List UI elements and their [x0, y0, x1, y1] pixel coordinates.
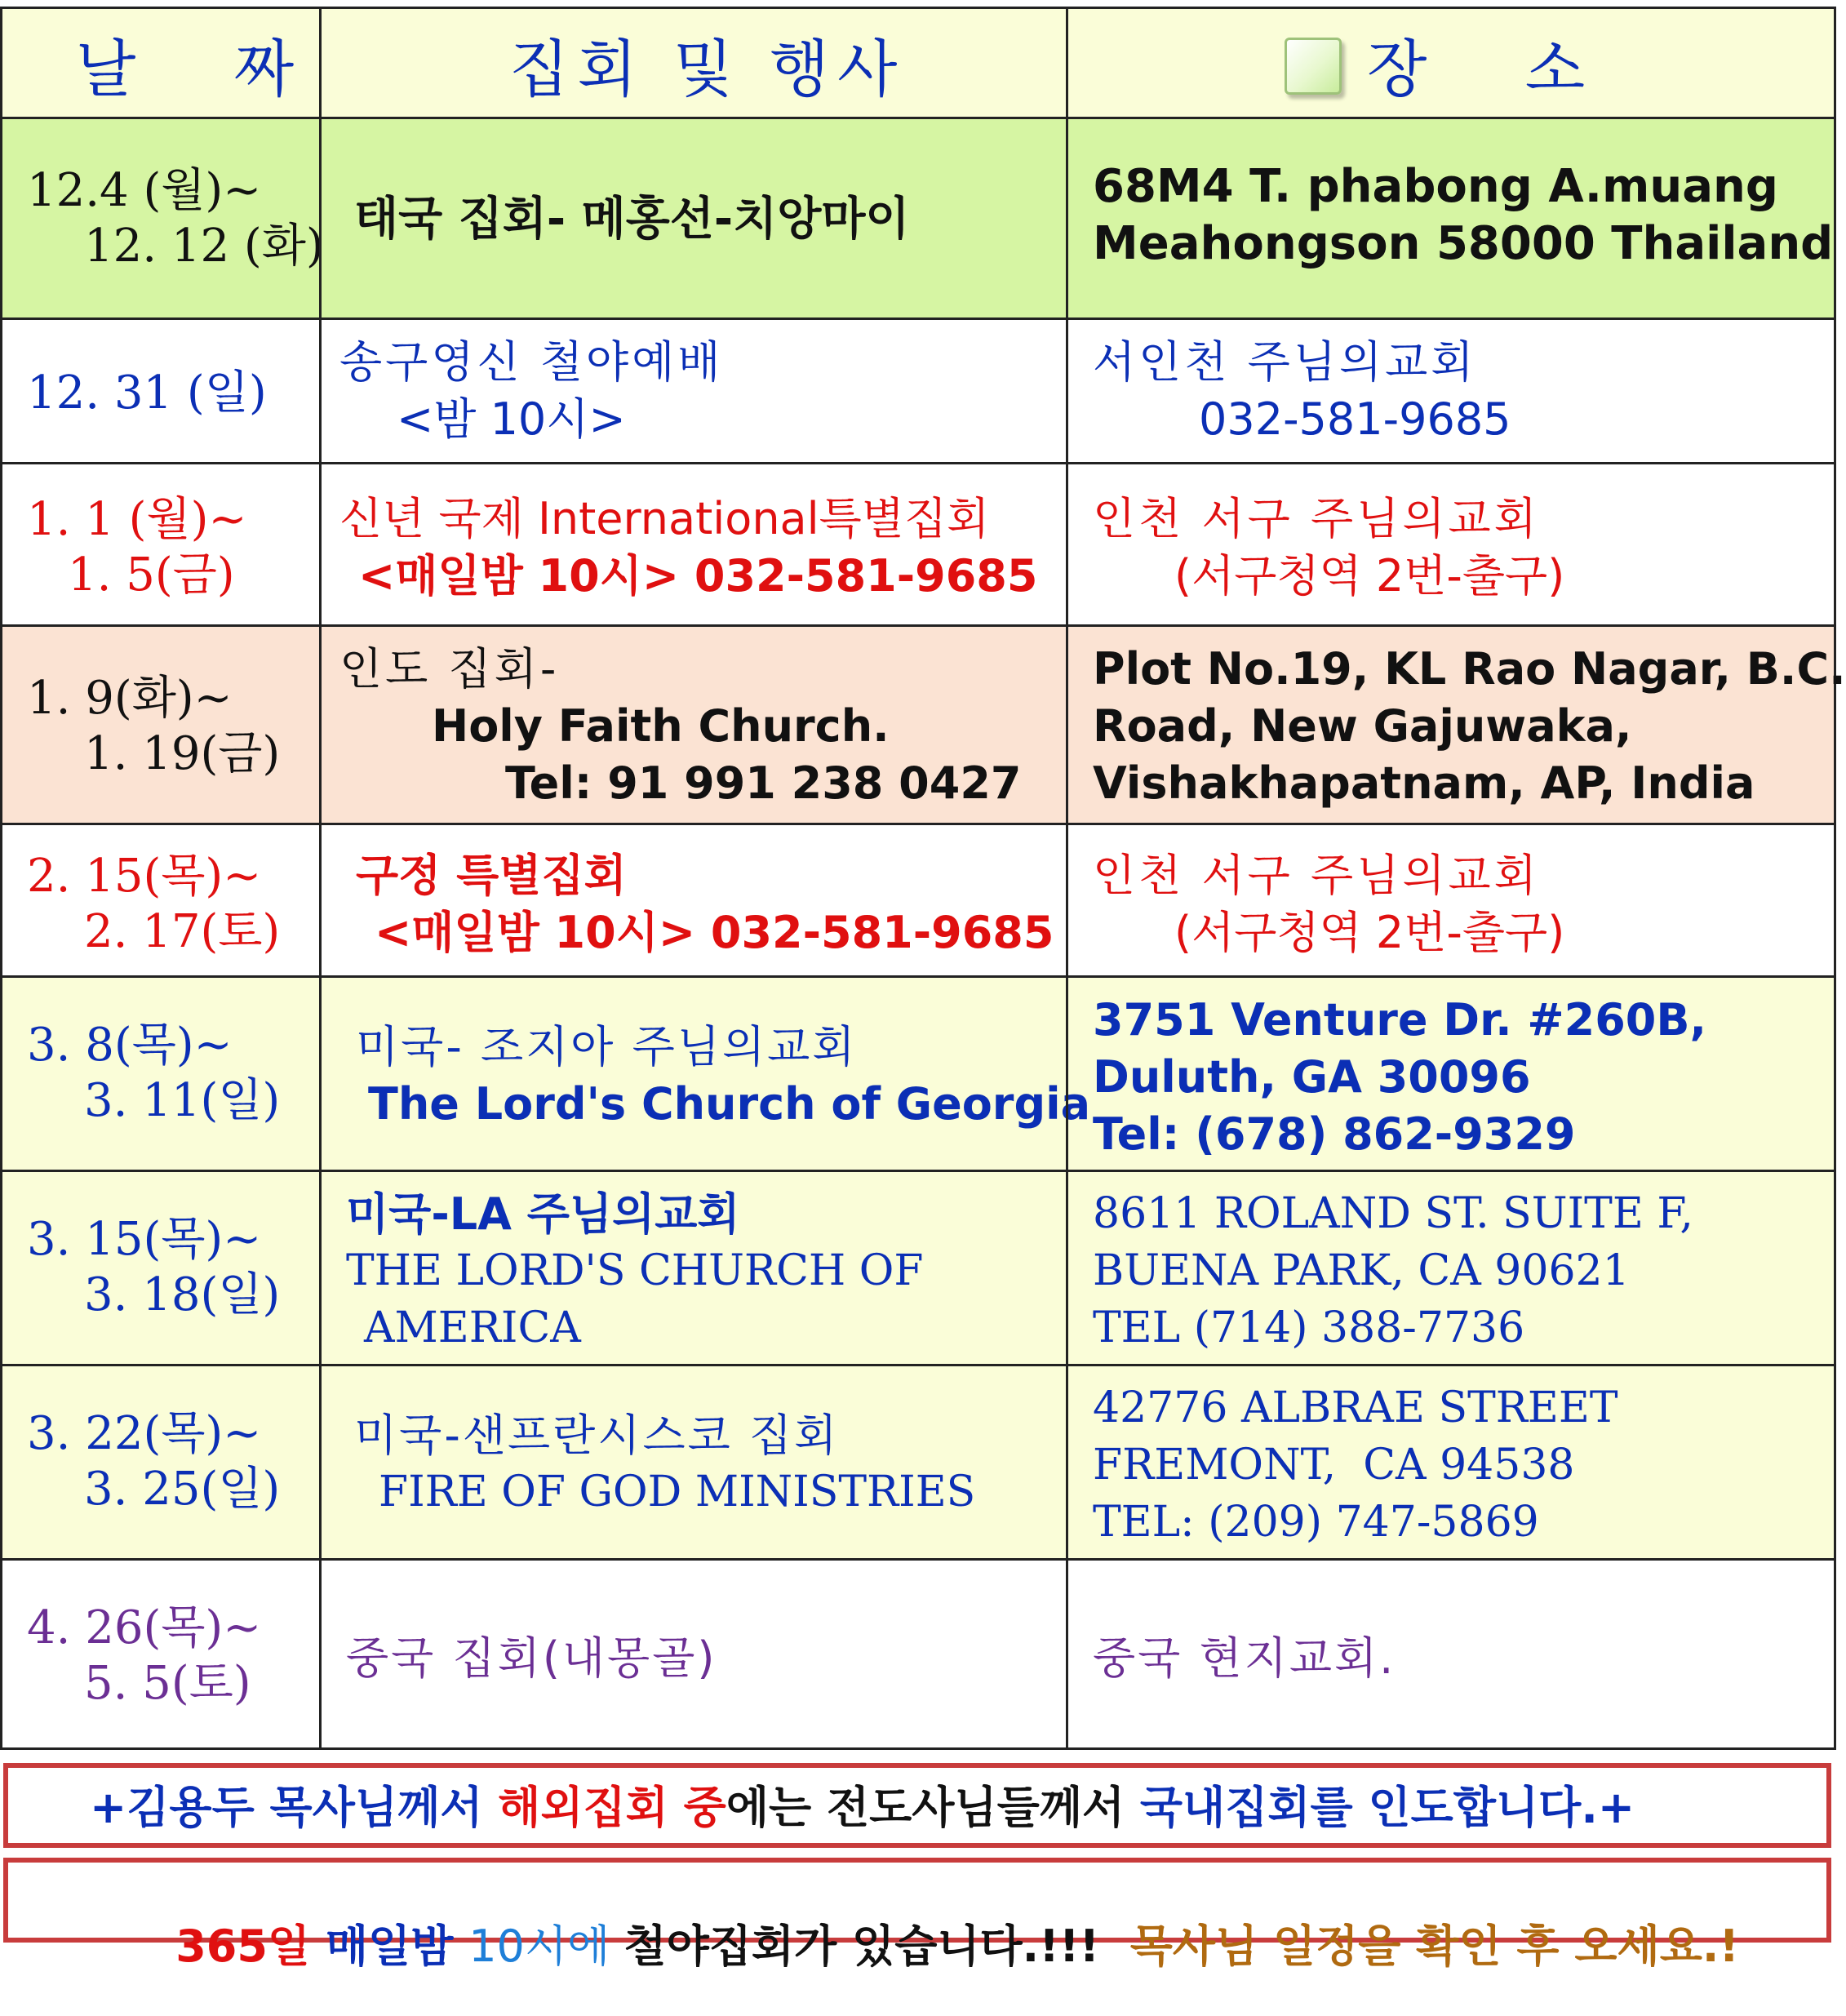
place-line: Meahongson 58000 Thailand [1093, 217, 1834, 270]
event-cell [319, 317, 1068, 464]
header-place-cell [1066, 7, 1836, 119]
date-cell [0, 462, 322, 627]
header-event: 집회 및 행사 [509, 33, 906, 105]
notice-text: 국내집회를 인도합니다.+ [1139, 1782, 1635, 1833]
event-line: 중국 집회(내몽골) [346, 1632, 717, 1684]
place-cell [1066, 1364, 1836, 1561]
date-line: 12. 31 (일) [27, 366, 267, 420]
header-event-cell [319, 7, 1068, 119]
place-line: FREMONT, CA 94538 [1093, 1441, 1575, 1490]
event-line: <밤 10시> [397, 393, 626, 445]
date-line: 12. 12 (화) [84, 220, 324, 273]
event-line: 송구영신 철야예배 [339, 336, 724, 388]
event-line: The Lord's Church of Georgia [368, 1078, 1091, 1130]
event-line: 미국- 조지아 주님의교회 [356, 1021, 858, 1072]
place-line: BUENA PARK, CA 90621 [1093, 1246, 1630, 1295]
event-line: 미국-LA 주님의교회 [346, 1188, 740, 1240]
date-line: 1. 9(화)~ [27, 672, 233, 725]
date-line: 2. 17(토) [84, 905, 281, 958]
place-line: (서구청역 2번-출구) [1174, 907, 1565, 958]
place-line: 중국 현지교회. [1093, 1632, 1396, 1684]
notice-line [114, 1881, 1739, 2013]
notice-text: +김용두 목사님께서 [90, 1782, 499, 1833]
table-row [0, 1170, 1836, 1366]
event-line: <매일밤 10시> 032-581-9685 [358, 550, 1038, 602]
date-cell [0, 317, 322, 464]
header-row [0, 7, 1836, 119]
event-line: 구정 특별집회 [356, 850, 627, 901]
place-line: 032-581-9685 [1199, 393, 1511, 445]
date-line: 3. 11(일) [84, 1074, 281, 1127]
date-line: 2. 15(목)~ [27, 850, 262, 903]
date-cell [0, 1170, 322, 1366]
event-cell [319, 624, 1068, 825]
place-cell [1066, 975, 1836, 1172]
header-place: 장 소 [1367, 33, 1605, 105]
place-cell [1066, 462, 1836, 627]
notice-highlight: 365일 [175, 1921, 326, 1972]
event-line: Holy Faith Church. [432, 700, 890, 752]
notice-line [90, 1782, 1635, 1833]
place-cell [1066, 317, 1836, 464]
date-line: 1. 1 (월)~ [27, 493, 247, 546]
notice-highlight: 중 [683, 1782, 726, 1833]
notice-highlight: 10시에 [468, 1921, 624, 1972]
event-cell [319, 117, 1068, 320]
date-cell [0, 823, 322, 978]
table-row [0, 462, 1836, 627]
place-line: 3751 Venture Dr. #260B, [1093, 994, 1707, 1046]
event-line: AMERICA [364, 1303, 581, 1352]
event-line: THE LORD'S CHURCH OF [346, 1246, 924, 1295]
event-cell [319, 1170, 1068, 1366]
place-cell [1066, 117, 1836, 320]
table-row [0, 317, 1836, 464]
place-line: Vishakhapatnam, AP, India [1093, 757, 1755, 809]
event-cell [319, 462, 1068, 627]
table-row [0, 1364, 1836, 1561]
date-cell [0, 1558, 322, 1750]
place-line: 8611 ROLAND ST. SUITE F, [1093, 1189, 1693, 1238]
event-line: 인도 집회- [339, 643, 560, 695]
event-cell [319, 1364, 1068, 1561]
place-line: 인천 서구 주님의교회 [1093, 850, 1540, 901]
date-line: 1. 19(금) [84, 727, 281, 780]
place-line: 서인천 주님의교회 [1093, 336, 1477, 388]
event-line: FIRE OF GOD MINISTRIES [379, 1468, 976, 1516]
event-cell [319, 975, 1091, 1172]
table-row [0, 975, 1836, 1172]
table-row [0, 117, 1836, 320]
notice-text: 매일밤 [325, 1921, 469, 1972]
table-row [0, 1558, 1836, 1750]
table-row [0, 624, 1846, 825]
notice-overseas [3, 1763, 1831, 1848]
event-line: Tel: 91 991 238 0427 [505, 757, 1022, 809]
place-line: 인천 서구 주님의교회 [1093, 493, 1540, 544]
place-cell [1066, 1558, 1836, 1750]
place-cell [1066, 624, 1846, 825]
date-line: 3. 8(목)~ [27, 1019, 233, 1072]
place-cell [1066, 1170, 1836, 1366]
date-line: 5. 5(토) [84, 1657, 251, 1710]
date-cell [0, 1364, 322, 1561]
table-row [0, 823, 1836, 978]
date-line: 4. 26(목)~ [27, 1601, 262, 1654]
event-line: <매일밤 10시> 032-581-9685 [375, 907, 1054, 958]
event-line: 신년 국제 International특별집회 [339, 493, 990, 544]
date-line: 1. 5(금) [68, 548, 235, 602]
place-line: 42776 ALBRAE STREET [1093, 1383, 1618, 1432]
event-cell [319, 1558, 1068, 1750]
date-line: 12.4 (월)~ [27, 164, 262, 217]
date-line: 3. 18(일) [84, 1268, 281, 1321]
place-line: Tel: (678) 862-9329 [1093, 1108, 1576, 1160]
header-date-cell [0, 7, 322, 119]
place-line: (서구청역 2번-출구) [1174, 550, 1565, 602]
notice-highlight: 해외집회 [498, 1782, 684, 1833]
notice-text: 에는 전도사님들께서 [726, 1782, 1140, 1833]
notice-text: 목사님 일정을 확인 후 오세요.! [1129, 1921, 1739, 1972]
event-cell [319, 823, 1068, 978]
notice-nightly [3, 1858, 1831, 1972]
place-cell [1066, 823, 1836, 978]
date-cell [0, 117, 322, 320]
place-line: Duluth, GA 30096 [1093, 1051, 1531, 1103]
place-line: TEL: (209) 747-5869 [1093, 1498, 1539, 1547]
place-line: Road, New Gajuwaka, [1093, 700, 1632, 752]
event-line: 미국-샌프란시스코 집회 [354, 1410, 840, 1461]
event-line: 태국 집회- 메홍선-치앙마이 [354, 193, 910, 246]
place-line: 68M4 T. phabong A.muang [1093, 160, 1778, 213]
place-line: TEL (714) 388-7736 [1093, 1303, 1525, 1352]
date-line: 3. 25(일) [84, 1463, 281, 1516]
notice-text: 철야집회가 있습니다.!!! [623, 1921, 1130, 1972]
date-line: 3. 15(목)~ [27, 1213, 262, 1266]
header-date: 날 짜 [76, 33, 314, 105]
place-line: Plot No.19, KL Rao Nagar, B.C. [1093, 643, 1846, 695]
green-square-icon [1285, 38, 1342, 95]
date-cell [0, 975, 322, 1172]
date-line: 3. 22(목)~ [27, 1407, 262, 1460]
date-cell [0, 624, 322, 825]
